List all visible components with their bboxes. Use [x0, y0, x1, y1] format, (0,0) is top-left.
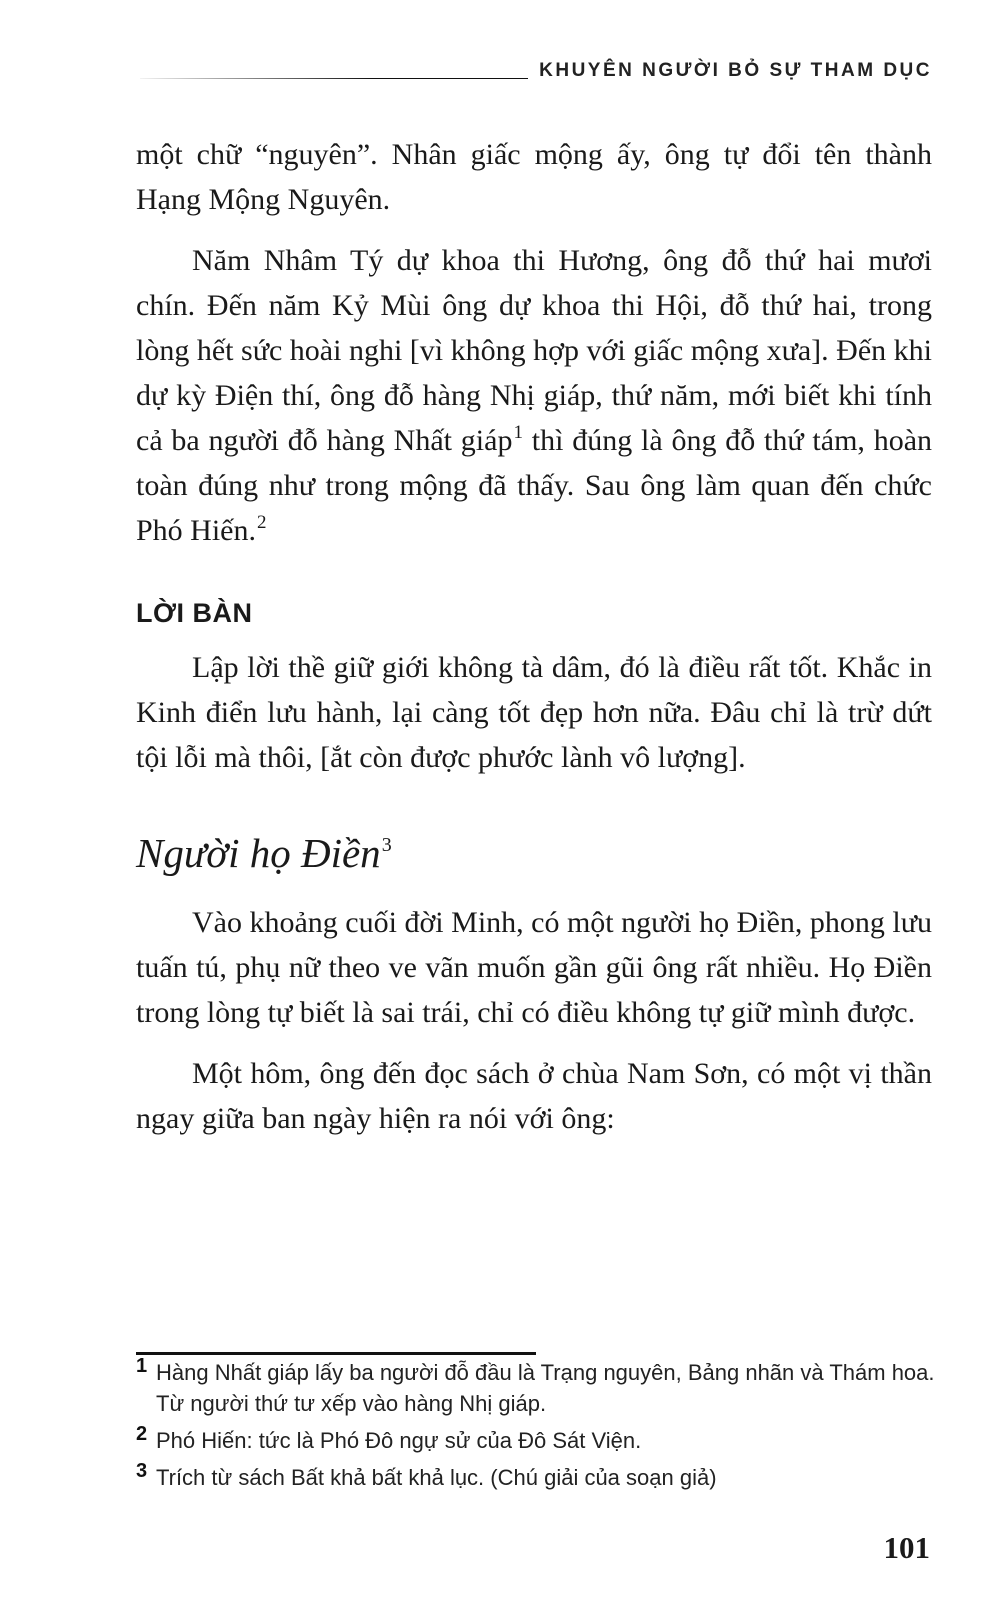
page-body	[136, 132, 932, 1141]
footnote-ref-1[interactable]: 1	[513, 422, 523, 443]
paragraph-2-text-a: Năm Nhâm Tý dự khoa thi Hương, ông đỗ thứ hai mươi chín. Đến năm Kỷ Mùi ông dự khoa thi Hội, đỗ thứ hai, trong lòng hết sức hoài nghi [vì không hợp với giấc mộng xưa]. Đến khi dự kỳ Điện thí, ông đỗ hàng Nhị giáp, thứ năm, mới biết khi tính cả ba người đỗ hàng Nhất giáp	[136, 244, 932, 457]
footnote-mark: 3	[136, 1460, 148, 1482]
footnote-1	[136, 1357, 936, 1419]
paragraph-4: Vào khoảng cuối đời Minh, có một người họ Điền, phong lưu tuấn tú, phụ nữ theo ve vãn muốn gần gũi ông rất nhiều. Họ Điền trong lòng tự biết là sai trái, chỉ có điều không tự giữ mình được.	[136, 906, 933, 1029]
footnote-mark: 2	[136, 1423, 148, 1445]
paragraph-2	[136, 238, 932, 553]
story-title-text: Người họ Điền	[136, 830, 381, 876]
footnote-text: Trích từ sách Bất khả bất khả lục. (Chú giải của soạn giả)	[156, 1465, 717, 1490]
footnote-2	[136, 1425, 936, 1456]
story-title	[136, 828, 932, 878]
paragraph-1: một chữ “nguyên”. Nhân giấc mộng ấy, ông tự đổi tên thành Hạng Mộng Nguyên.	[136, 138, 932, 216]
footnotes	[136, 1357, 936, 1499]
footnote-text: Phó Hiến: tức là Phó Đô ngự sử của Đô Sát Viện.	[156, 1428, 642, 1453]
running-header: KHUYÊN NGƯỜI BỎ SỰ THAM DỤC	[539, 60, 932, 81]
page-number: 101	[883, 1530, 930, 1565]
footnote-ref-2[interactable]: 2	[257, 512, 267, 533]
paragraph-3: Lập lời thề giữ giới không tà dâm, đó là điều rất tốt. Khắc in Kinh điển lưu hành, lại càng tốt đẹp hơn nữa. Đâu chỉ là trừ dứt tội lỗi mà thôi, [ắt còn được phước lành vô lượng].	[136, 651, 932, 774]
paragraph-2-text-b: thì đúng là ông đỗ thứ tám, hoàn toàn đúng như trong mộng đã thấy. Sau ông làm quan đến chức Phó Hiến.	[136, 424, 933, 547]
footnote-mark: 1	[136, 1355, 148, 1377]
footnote-text: Hàng Nhất giáp lấy ba người đỗ đầu là Trạng nguyên, Bảng nhãn và Thám hoa. Từ người thứ tư xếp vào hàng Nhị giáp.	[156, 1360, 935, 1416]
footnote-3	[136, 1462, 936, 1493]
footnote-ref-3[interactable]: 3	[381, 834, 392, 856]
footnote-divider	[136, 1352, 536, 1355]
section-heading: LỜI BÀN	[136, 598, 253, 628]
header-rule	[140, 78, 528, 79]
paragraph-5: Một hôm, ông đến đọc sách ở chùa Nam Sơn, có một vị thần ngay giữa ban ngày hiện ra nói với ông:	[136, 1057, 932, 1135]
